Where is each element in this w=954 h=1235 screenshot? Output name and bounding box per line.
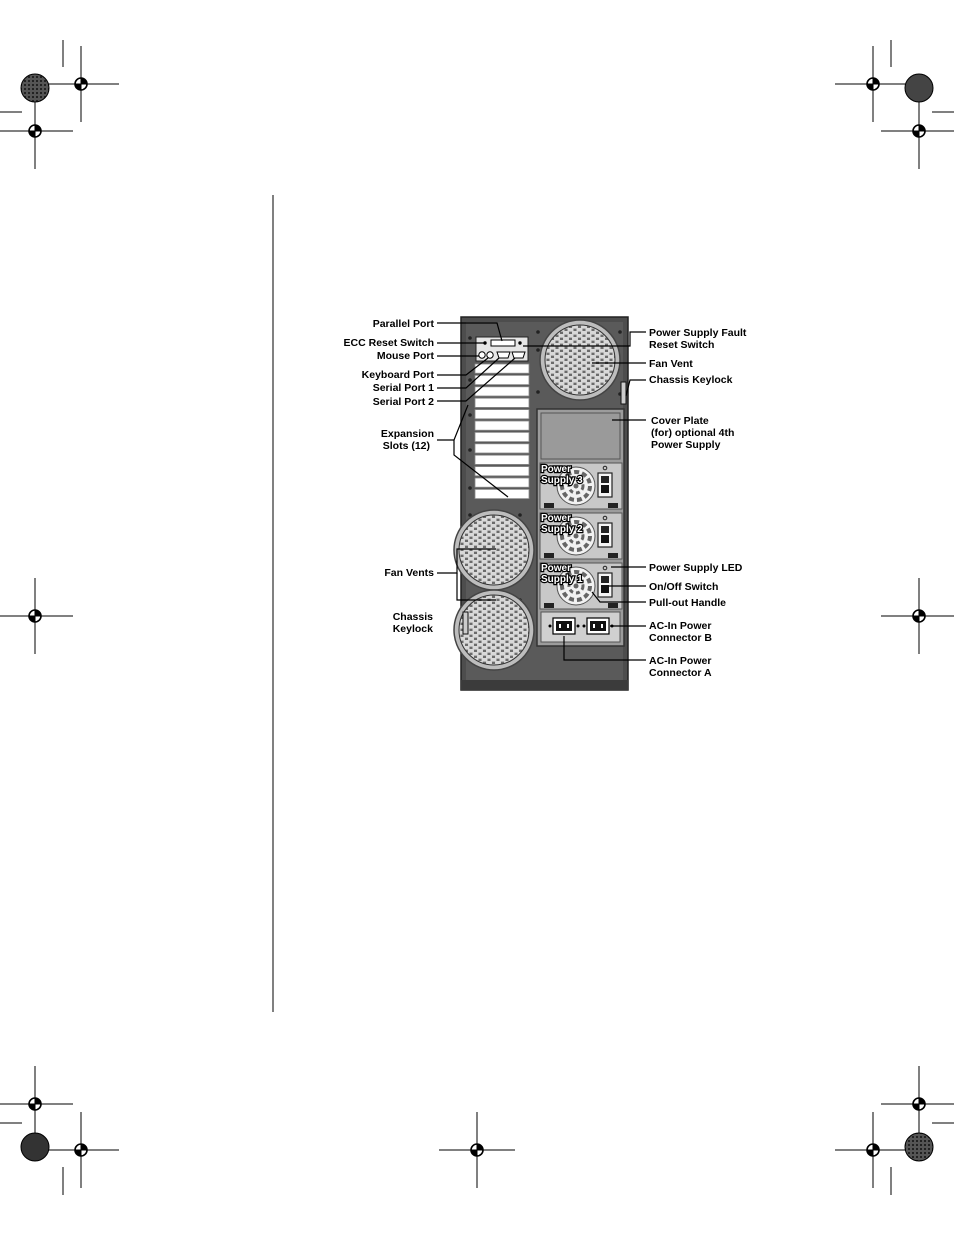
label-ac-in-a-2: Connector A — [649, 667, 712, 679]
label-on-off-switch: On/Off Switch — [649, 581, 719, 593]
parallel-port — [491, 340, 515, 346]
label-serial-port-1: Serial Port 1 — [372, 382, 434, 394]
label-expansion-slots-2: Slots (12) — [382, 440, 430, 452]
serial-port-1 — [497, 352, 510, 358]
expansion-slot-cover — [475, 375, 529, 384]
expansion-slot-cover — [475, 455, 529, 464]
expansion-slot-cover — [475, 432, 529, 441]
mouse-port — [479, 352, 485, 358]
label-parallel-port: Parallel Port — [372, 318, 434, 330]
expansion-slot-cover — [475, 410, 529, 419]
cover-plate — [541, 413, 620, 459]
label-fan-vents: Fan Vents — [384, 567, 434, 579]
label-pullout-handle: Pull-out Handle — [649, 597, 726, 609]
label-chassis-keylock-1: Chassis — [392, 611, 433, 623]
expansion-slot-cover — [475, 444, 529, 453]
psu2-label-line2: Supply 2 — [541, 524, 583, 535]
expansion-slot-cover — [475, 478, 529, 487]
label-ac-in-b-2: Connector B — [649, 632, 712, 644]
psu1-label-line2: Supply 1 — [541, 574, 583, 585]
expansion-slot-cover — [475, 489, 529, 498]
label-ac-in-a-1: AC-In Power — [649, 655, 712, 667]
label-chassis-keylock: Chassis Keylock — [649, 374, 733, 386]
label-ps-fault-reset-1: Power Supply Fault — [649, 327, 747, 339]
label-serial-port-2: Serial Port 2 — [372, 396, 434, 408]
label-keyboard-port: Keyboard Port — [361, 369, 434, 381]
label-mouse-port: Mouse Port — [376, 350, 434, 362]
psu3-label-line1: Power — [541, 464, 572, 475]
psu2-label-line1: Power — [541, 513, 572, 524]
label-ac-in-b-1: AC-In Power — [649, 620, 712, 632]
psu1-label-line1: Power — [541, 563, 572, 574]
chassis-keylock-left — [463, 612, 468, 634]
label-cover-plate-1: Cover Plate — [651, 415, 709, 427]
label-cover-plate-2: (for) optional 4th — [651, 427, 735, 439]
expansion-slot-cover — [475, 398, 529, 407]
ac-in-connector-a — [549, 618, 580, 634]
label-fan-vent: Fan Vent — [649, 358, 693, 370]
keyboard-port — [487, 352, 493, 358]
label-ecc-reset-switch: ECC Reset Switch — [343, 337, 434, 349]
expansion-slot-cover — [475, 387, 529, 396]
ps-fault-reset-switch — [518, 341, 521, 344]
fan-vent-upper-right — [540, 320, 620, 400]
label-chassis-keylock-2: Keylock — [392, 623, 433, 635]
chassis-keylock-right — [621, 382, 626, 404]
label-cover-plate-3: Power Supply — [651, 439, 721, 451]
label-expansion-slots-1: Expansion — [380, 428, 434, 440]
serial-port-2 — [512, 352, 525, 358]
expansion-slot-cover — [475, 421, 529, 430]
expansion-slot-cover — [475, 467, 529, 476]
fan-vent-left-upper — [454, 510, 534, 590]
label-ps-fault-reset-2: Reset Switch — [649, 339, 715, 351]
psu3-label-line2: Supply 3 — [541, 475, 583, 486]
ac-in-connector-b — [583, 618, 614, 634]
label-power-supply-led: Power Supply LED — [649, 562, 743, 574]
